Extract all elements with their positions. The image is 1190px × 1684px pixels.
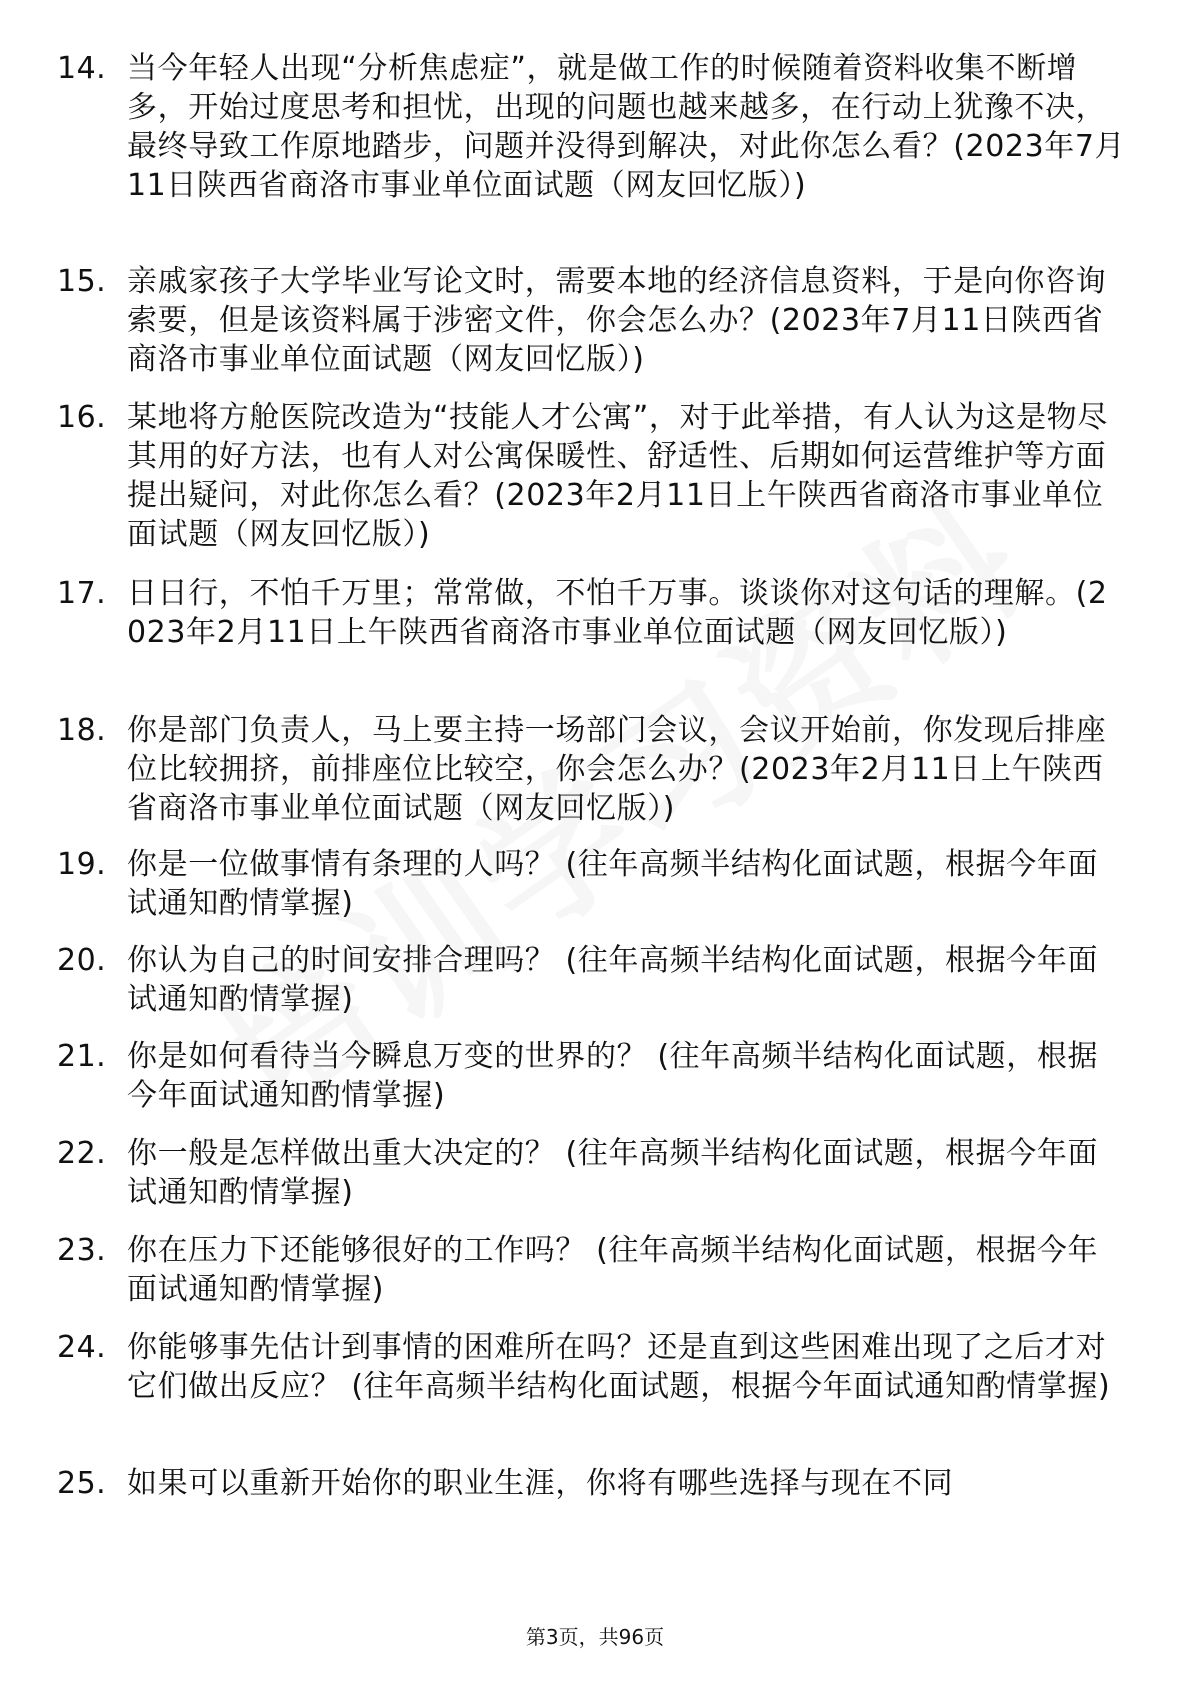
- question-number: 22.: [57, 1136, 107, 1171]
- question-text: 你一般是怎样做出重大决定的？ (往年高频半结构化面试题，根据今年面试通知酌情掌握): [127, 1136, 1099, 1210]
- question-number: 24.: [57, 1330, 107, 1365]
- question-text: 日日行，不怕千万里；常常做，不怕千万事。谈谈你对这句话的理解。(2023年2月11日上午陕西省商洛市事业单位面试题（网友回忆版）): [127, 576, 1108, 650]
- question-number: 14.: [57, 51, 107, 86]
- question-number: 18.: [57, 713, 107, 748]
- question-number: 25.: [57, 1466, 107, 1501]
- question-number: 23.: [57, 1233, 107, 1268]
- question-number: 15.: [57, 264, 107, 299]
- question-number: 21.: [57, 1039, 107, 1074]
- question-text: 某地将方舱医院改造为“技能人才公寓”，对于此举措，有人认为这是物尽其用的好方法，也有人对公寓保暖性、舒适性、后期如何运营维护等方面提出疑问，对此你怎么看？(2023年2月11日上午陕西省商洛市事业单位面试题（网友回忆版）): [127, 400, 1108, 552]
- question-number: 17.: [57, 576, 107, 611]
- question-text: 如果可以重新开始你的职业生涯，你将有哪些选择与现在不同: [127, 1466, 954, 1501]
- question-text: 你是部门负责人，马上要主持一场部门会议，会议开始前，你发现后排座位比较拥挤，前排座位比较空，你会怎么办？(2023年2月11日上午陕西省商洛市事业单位面试题（网友回忆版）): [127, 713, 1107, 826]
- question-text: 你在压力下还能够很好的工作吗？ (往年高频半结构化面试题，根据今年面试通知酌情掌握): [127, 1233, 1099, 1307]
- question-number: 19.: [57, 847, 107, 882]
- question-text: 当今年轻人出现“分析焦虑症”，就是做工作的时候随着资料收集不断增多，开始过度思考和担忧，出现的问题也越来越多，在行动上犹豫不决，最终导致工作原地踏步，问题并没得到解决，对此你怎么看？(2023年7月11日陕西省商洛市事业单位面试题（网友回忆版）): [127, 51, 1126, 203]
- question-text: 亲戚家孩子大学毕业写论文时，需要本地的经济信息资料，于是向你咨询索要，但是该资料属于涉密文件，你会怎么办？(2023年7月11日陕西省商洛市事业单位面试题（网友回忆版）): [127, 264, 1107, 377]
- question-text: 你认为自己的时间安排合理吗？ (往年高频半结构化面试题，根据今年面试通知酌情掌握): [127, 943, 1099, 1017]
- question-text: 你是一位做事情有条理的人吗？ (往年高频半结构化面试题，根据今年面试通知酌情掌握): [127, 847, 1099, 921]
- question-number: 20.: [57, 943, 107, 978]
- page-number: 第3页，共96页: [525, 1625, 665, 1649]
- question-text: 你能够事先估计到事情的困难所在吗？还是直到这些困难出现了之后才对它们做出反应？ (往年高频半结构化面试题，根据今年面试通知酌情掌握): [127, 1330, 1111, 1404]
- question-number: 16.: [57, 400, 107, 435]
- question-text: 你是如何看待当今瞬息万变的世界的？ (往年高频半结构化面试题，根据今年面试通知酌情掌握): [127, 1039, 1099, 1113]
